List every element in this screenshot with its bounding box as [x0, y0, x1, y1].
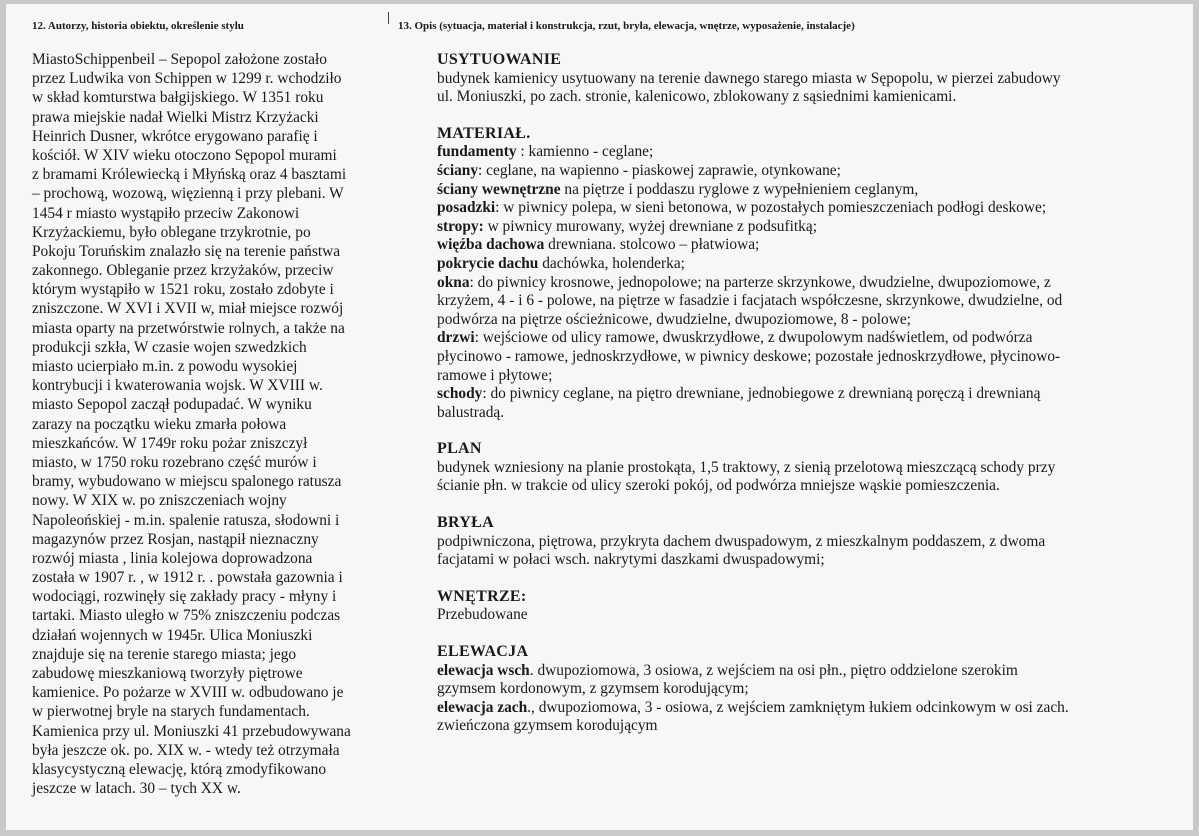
usytuowanie-line: ul. Moniuszki, po zach. stronie, kalenicowo, zblokowany z sąsiednimi kamienicami. [437, 88, 957, 106]
material-drzwi-cont: płycinowo - ramowe, jednoskrzydłowe, w piwnicy deskowe; pozostałe jednoskrzydłowe, płycinowo- [437, 347, 1061, 365]
elewacja-wsch-label: elewacja wsch [437, 661, 530, 679]
history-line: zarazy na początku wieku zmarła połowa [32, 415, 287, 433]
posadzki-text: : w piwnicy polepa, w sieni betonowa, w pozostałych pomieszczeniach podłogi deskowe; [495, 199, 1047, 217]
pokrycie-text: dachówka, holenderka; [538, 254, 685, 272]
history-line: nowy. W XIX w. po zniszczeniach wojny [32, 492, 287, 510]
fundamenty-label: fundamenty [437, 143, 517, 161]
history-line: kamienice. Po pożarze w XVIII w. odbudowano je [32, 684, 344, 702]
history-line: Napoleońskiej - m.in. spalenie ratusza, słodowni i [32, 511, 340, 529]
material-schody [437, 385, 1177, 404]
history-line: została w 1907 r. , w 1912 r. . powstała gazownia i [32, 569, 343, 587]
history-line: 1454 r miasto wystąpiło przeciw Zakonowi [32, 204, 300, 222]
history-line: prawa miejskie nadał Wielki Mistrz Krzyżacki [32, 108, 319, 126]
sciany-text: : ceglane, na wapienno - piaskowej zaprawie, otynkowane; [478, 161, 841, 179]
material-fundamenty [437, 143, 1177, 162]
history-line: działań wojennych w 1945r. Ulica Moniuszki [32, 626, 313, 644]
history-line: kościół. W XIV wieku otoczono Sępopol murami [32, 146, 337, 164]
pokrycie-label: pokrycie dachu [437, 254, 539, 272]
history-line: – prochową, wozową, więzienną i przy plebani. W [32, 185, 344, 203]
wiezba-label: więźba dachowa [437, 236, 545, 254]
elewacja-heading: ELEWACJA [437, 643, 529, 661]
elewacja-zach-cont: zwieńczona gzymsem korodującym [437, 717, 658, 735]
history-line: Pokoju Toruńskim znalazło się na terenie państwa [32, 242, 341, 260]
history-line: była jeszcze ok. po. XIX w. - wtedy też otrzymała [32, 741, 340, 759]
elewacja-wsch-text: . dwupoziomowa, 3 osiowa, z wejściem na osi płn., piętro oddzielone szerokim [529, 661, 1018, 679]
sciany-wew-text: na piętrze i poddaszu ryglowe z wypełnieniem ceglanym, [560, 180, 919, 198]
history-line: MiastoSchippenbeil – Sepopol założone zostało [32, 51, 327, 68]
history-line: miasto, w 1750 roku rozebrano część murów i [32, 453, 317, 471]
history-line: Heinrich Dusner, wkrótce erygowano parafię i [32, 127, 318, 145]
usytuowanie-heading: USYTUOWANIE [437, 51, 562, 68]
section-12-title: 12. Autorzy, historia obiektu, określenie stylu [32, 20, 244, 32]
material-stropy [437, 218, 1177, 237]
description-text [437, 51, 1177, 736]
bryla-heading: BRYŁA [437, 514, 494, 532]
bryla-line: podpiwniczona, piętrowa, przykryta dachem dwuspadowym, z mieszkalnym poddaszem, z dwoma [437, 532, 1046, 550]
plan-line: budynek wzniesiony na planie prostokąta, 1,5 traktowy, z sienią przelotową mieszczącą schody przy [437, 458, 1056, 476]
section-13-title: 13. Opis (sytuacja, materiał i konstrukcja, rzut, bryła, elewacja, wnętrze, wyposażenie, instalacje) [398, 20, 855, 32]
okna-text: : do piwnicy krosnowe, jednopolowe; na parterze skrzynkowe, dwudzielne, dwupoziomowe, z [469, 273, 1051, 291]
history-line: jeszcze w latach. 30 – tych XX w. [32, 780, 241, 798]
history-line: Krzyżackiemu, było oblegane trzykrotnie, po [32, 223, 311, 241]
bryla-line: facjatami w połaci wsch. nakrytymi daszkami dwuspadowymi; [437, 551, 825, 569]
history-text [32, 50, 384, 798]
history-line: mieszkańców. W 1749r roku pożar zniszczył [32, 434, 308, 452]
history-line: rozwój miasta , linia kolejowa doprowadzona [32, 549, 313, 567]
form-sheet [6, 4, 1193, 830]
okna-label: okna [437, 273, 470, 291]
history-line: miasta oparty na przetwórstwie rolnych, a także na [32, 319, 345, 337]
sciany-label: ściany [437, 161, 479, 179]
history-line: zabudowę mieszkaniową tworzyły piętrowe [32, 665, 303, 682]
drzwi-text: : wejściowe od ulicy ramowe, dwuskrzydłowe, z dwupolowym nadświetlem, od podwórza [474, 329, 1033, 347]
history-line: w pierwotnej bryle na starych fundamentach. [32, 703, 310, 721]
history-line: miasto ucierpiało m.in. z powodu wysokiej [32, 358, 298, 375]
history-line: bramy, wybudowano w miejscu spalonego ratusza [32, 473, 342, 491]
material-schody-cont: balustradą. [437, 403, 505, 421]
history-line: wodociągi, rozwinęły się zakłady pracy - młyny i [32, 588, 337, 606]
material-posadzki [437, 199, 1177, 218]
elewacja-wsch [437, 662, 1177, 681]
material-sciany [437, 162, 1177, 181]
drzwi-label: drzwi [437, 329, 475, 347]
history-line: przez Ludwika von Schippen w 1299 r. wchodziło [32, 70, 342, 88]
stropy-text: w piwnicy murowany, wyżej drewniane z podsufitką; [483, 217, 817, 235]
column-divider [388, 12, 389, 24]
history-line: klasycystyczną elewację, którą zmodyfikowano [32, 760, 327, 778]
history-line: produkcji szkła, W czasie wojen szwedzkich [32, 338, 307, 356]
sciany-wew-label: ściany wewnętrzne [437, 180, 561, 198]
material-okna-cont: krzyżem, 4 - i 6 - polowe, na piętrze w fasadzie i facjatach współczesne, skrzynkowe, dwudzielne, od [437, 292, 1063, 310]
posadzki-label: posadzki [437, 199, 496, 217]
history-line: magazynów przez Rosjan, nastąpił nieznaczny [32, 530, 319, 548]
plan-line: ścianie płn. w trakcie od ulicy szeroki pokój, od podwórza mniejsze wąskie pomieszczenia. [437, 477, 1000, 495]
material-sciany-wewnetrzne [437, 181, 1177, 200]
elewacja-zach-label: elewacja zach [437, 698, 528, 716]
plan-heading: PLAN [437, 440, 482, 458]
stropy-label: stropy: [437, 217, 484, 235]
wnetrze-line: Przebudowane [437, 606, 528, 624]
history-line: miasto Sepopol zaczął podupadać. W wyniku [32, 396, 312, 414]
material-drzwi-cont: ramowe i płytowe; [437, 366, 553, 384]
wnetrze-heading: WNĘTRZE: [437, 587, 527, 605]
material-heading: MATERIAŁ. [437, 124, 531, 142]
material-wiezba [437, 236, 1177, 255]
history-line: kontrybucji i kwaterowania wojsk. W XVIII w. [32, 377, 323, 395]
material-okna-cont: podwórza na piętrze ościeżnicowe, dwudzielne, dwupoziomowe, 8 - polowe; [437, 310, 911, 328]
history-line: znajduje się na terenie starego miasta; jego [32, 645, 297, 663]
history-line: Kamienica przy ul. Moniuszki 41 przebudowywana [32, 722, 351, 740]
material-drzwi [437, 329, 1177, 348]
history-line: którym wystąpiło w 1521 roku, zostało zdobyte i [32, 281, 334, 299]
elewacja-zach-text: ., dwupoziomowa, 3 - osiowa, z wejściem zamkniętym łukiem odcinkowym w osi zach. [527, 698, 1069, 716]
schody-text: : do piwnicy ceglane, na piętro drewniane, jednobiegowe z drewnianą poręczą i drewnianą [482, 385, 1041, 403]
history-line: w skład komturstwa bałgijskiego. W 1351 roku [32, 89, 324, 107]
wiezba-text: drewniana. stolcowo – płatwiowa; [544, 236, 760, 254]
elewacja-zach [437, 699, 1177, 718]
history-line: tartaki. Miasto uległo w 75% zniszczeniu podczas [32, 607, 341, 625]
usytuowanie-line: budynek kamienicy usytuowany na terenie dawnego starego miasta w Sępopolu, w pierzei zabudowy [437, 69, 1061, 87]
history-line: z bramami Królewiecką i Młyńską oraz 4 basztami [32, 166, 347, 184]
history-line: zniszczone. W XVI i XVII w, miał miejsce rozwój [32, 300, 344, 318]
history-line: zakonnego. Obleganie przez krzyżaków, przeciw [32, 262, 334, 280]
schody-label: schody [437, 385, 483, 403]
elewacja-wsch-cont: gzymsem kordonowym, z gzymsem korodującym; [437, 680, 749, 698]
fundamenty-text: : kamienno - ceglane; [516, 143, 654, 161]
material-okna [437, 274, 1177, 293]
material-pokrycie [437, 255, 1177, 274]
